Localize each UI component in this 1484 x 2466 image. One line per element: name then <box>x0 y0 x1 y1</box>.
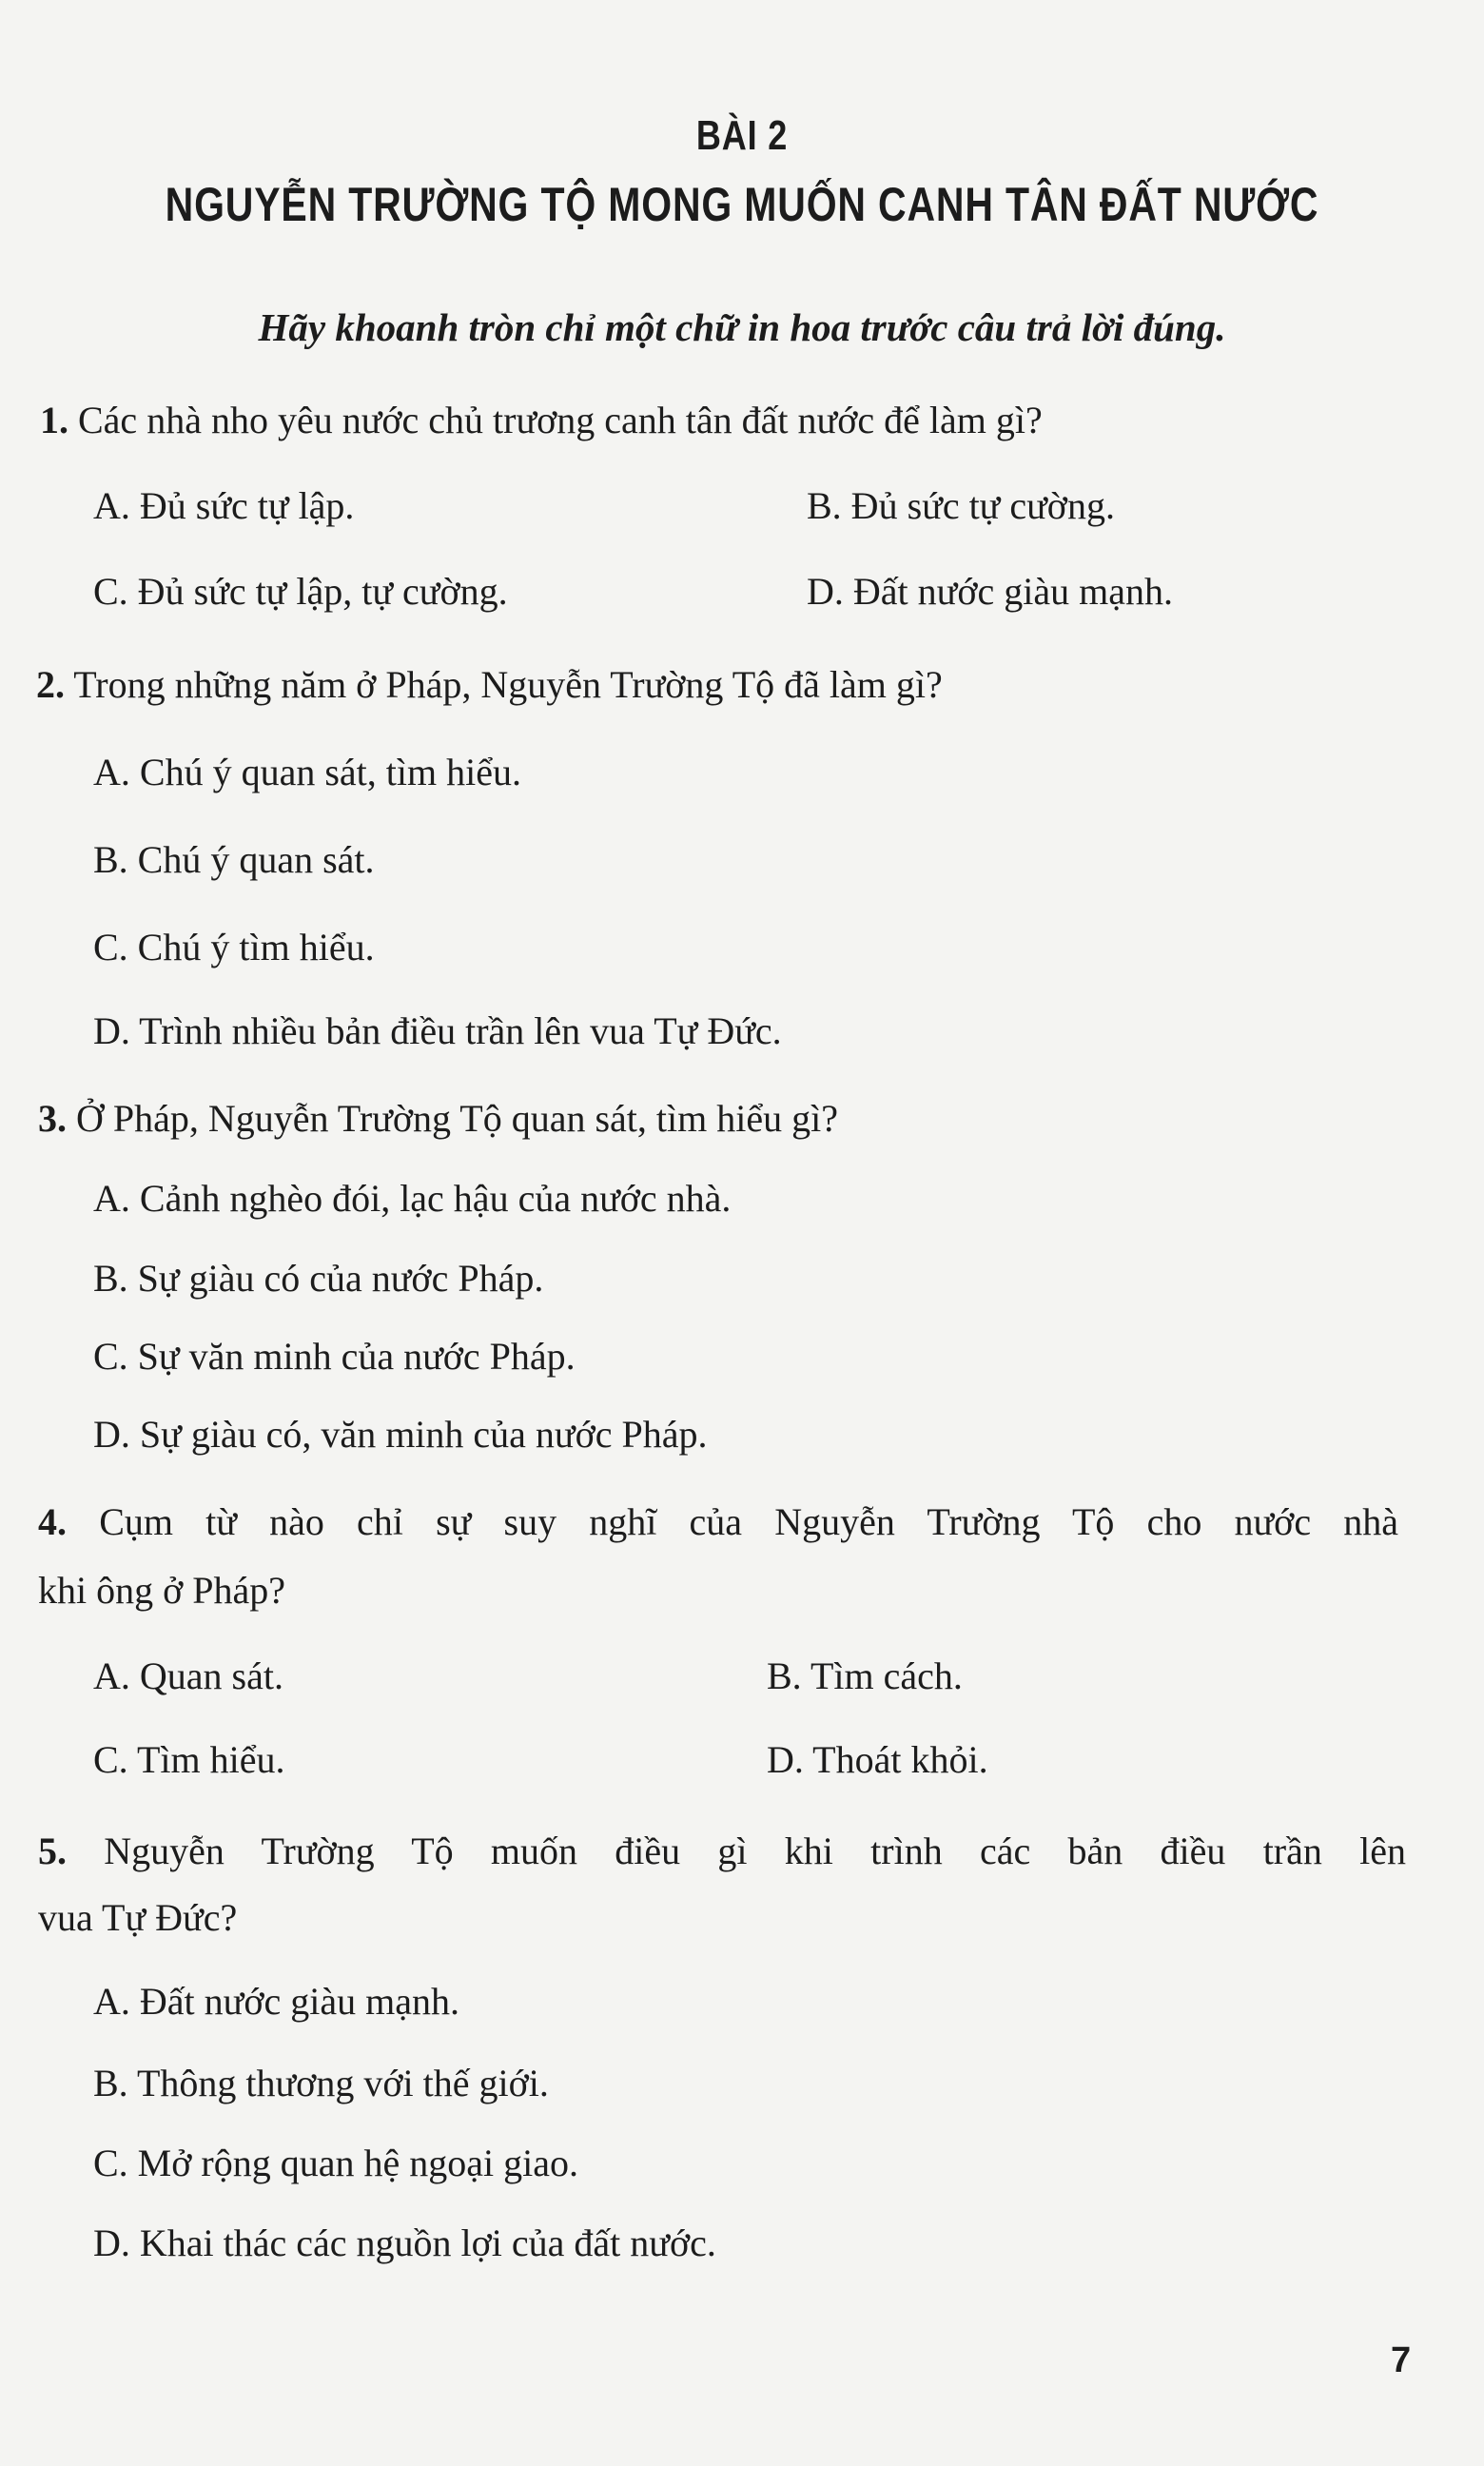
question-5-text-line-2: vua Tự Đức? <box>38 1896 238 1939</box>
option-5b[interactable]: B. Thông thương với thế giới. <box>93 2062 549 2104</box>
question-text: Ở Pháp, Nguyễn Trường Tộ quan sát, tìm hiểu gì? <box>76 1097 838 1140</box>
option-2d[interactable]: D. Trình nhiều bản điều trần lên vua Tự Đức. <box>93 1009 782 1052</box>
option-3c[interactable]: C. Sự văn minh của nước Pháp. <box>93 1335 576 1378</box>
question-2 <box>36 662 943 708</box>
option-4d[interactable]: D. Thoát khỏi. <box>767 1738 988 1781</box>
question-text: Trong những năm ở Pháp, Nguyễn Trường Tộ đã làm gì? <box>73 663 943 706</box>
question-3 <box>38 1096 838 1142</box>
option-2c[interactable]: C. Chú ý tìm hiểu. <box>93 926 375 969</box>
option-5a[interactable]: A. Đất nước giàu mạnh. <box>93 1980 459 2023</box>
page-number: 7 <box>1391 2340 1412 2380</box>
option-4c[interactable]: C. Tìm hiểu. <box>93 1738 285 1781</box>
option-3a[interactable]: A. Cảnh nghèo đói, lạc hậu của nước nhà. <box>93 1177 732 1220</box>
question-1 <box>40 398 1043 443</box>
question-number: 1. <box>40 399 68 441</box>
instruction: Hãy khoanh tròn chỉ một chữ in hoa trước câu trả lời đúng. <box>258 305 1226 349</box>
option-1b[interactable]: B. Đủ sức tự cường. <box>807 484 1115 527</box>
question-number: 2. <box>36 663 65 706</box>
option-3d[interactable]: D. Sự giàu có, văn minh của nước Pháp. <box>93 1413 708 1456</box>
lesson-label: BÀI 2 <box>695 112 789 159</box>
question-text-line-1: Nguyễn Trường Tộ muốn điều gì khi trình các bản điều trần lên <box>104 1830 1407 1872</box>
option-4a[interactable]: A. Quan sát. <box>93 1654 283 1697</box>
option-1d[interactable]: D. Đất nước giàu mạnh. <box>807 570 1173 613</box>
question-5 <box>38 1829 1406 1874</box>
option-1a[interactable]: A. Đủ sức tự lập. <box>93 484 355 527</box>
question-text-line-1: Cụm từ nào chỉ sự suy nghĩ của Nguyễn Trường Tộ cho nước nhà <box>99 1500 1399 1543</box>
option-1c[interactable]: C. Đủ sức tự lập, tự cường. <box>93 570 508 613</box>
question-number: 3. <box>38 1097 67 1140</box>
option-2a[interactable]: A. Chú ý quan sát, tìm hiểu. <box>93 751 521 793</box>
question-number: 5. <box>38 1830 67 1872</box>
option-5d[interactable]: D. Khai thác các nguồn lợi của đất nước. <box>93 2221 716 2264</box>
question-4 <box>38 1499 1398 1545</box>
option-3b[interactable]: B. Sự giàu có của nước Pháp. <box>93 1257 544 1300</box>
option-2b[interactable]: B. Chú ý quan sát. <box>93 838 375 881</box>
question-4-text-line-2: khi ông ở Pháp? <box>38 1569 286 1612</box>
lesson-title: NGUYỄN TRƯỜNG TỘ MONG MUỐN CANH TÂN ĐẤT NƯỚC <box>165 178 1319 231</box>
question-number: 4. <box>38 1500 67 1543</box>
option-4b[interactable]: B. Tìm cách. <box>767 1654 963 1697</box>
question-text: Các nhà nho yêu nước chủ trương canh tân đất nước để làm gì? <box>78 399 1043 441</box>
option-5c[interactable]: C. Mở rộng quan hệ ngoại giao. <box>93 2142 578 2184</box>
